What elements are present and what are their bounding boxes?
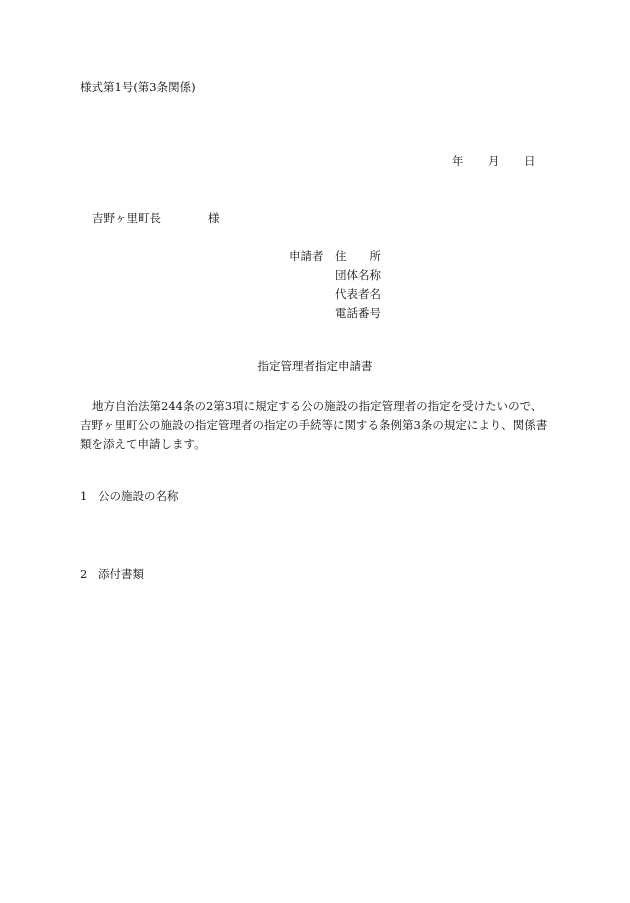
date-day-label: 日	[524, 154, 536, 168]
item-label: 添付書類	[98, 567, 144, 581]
applicant-organization-label: 団体名称	[335, 268, 381, 282]
item-number: 1	[80, 489, 88, 503]
applicant-representative-label: 代表者名	[335, 287, 381, 301]
date-month-label: 月	[488, 154, 500, 168]
addressee-name: 吉野ヶ里町長	[92, 211, 161, 225]
item-label: 公の施設の名称	[98, 489, 179, 503]
applicant-address-label: 住 所	[335, 249, 381, 263]
application-body-text: 地方自治法第244条の2第3項に規定する公の施設の指定管理者の指定を受けたいので、吉野ヶ里町公の施設の指定管理者の指定の手続等に関する条例第3条の規定により、関係書類を添えて申請します。	[80, 399, 548, 451]
item-facility-name	[80, 491, 179, 503]
item-attachments	[80, 569, 144, 581]
applicant-fields	[335, 251, 381, 327]
item-number: 2	[80, 567, 88, 581]
applicant-block	[289, 251, 381, 327]
addressee-honorific: 様	[208, 211, 220, 225]
document-title: 指定管理者指定申請書	[257, 359, 373, 373]
applicant-role-label: 申請者	[289, 249, 324, 263]
form-number: 様式第1号(第3条関係)	[80, 80, 196, 94]
application-date	[452, 156, 536, 168]
applicant-phone-label: 電話番号	[335, 306, 381, 320]
addressee	[92, 213, 220, 225]
date-year-label: 年	[452, 154, 464, 168]
